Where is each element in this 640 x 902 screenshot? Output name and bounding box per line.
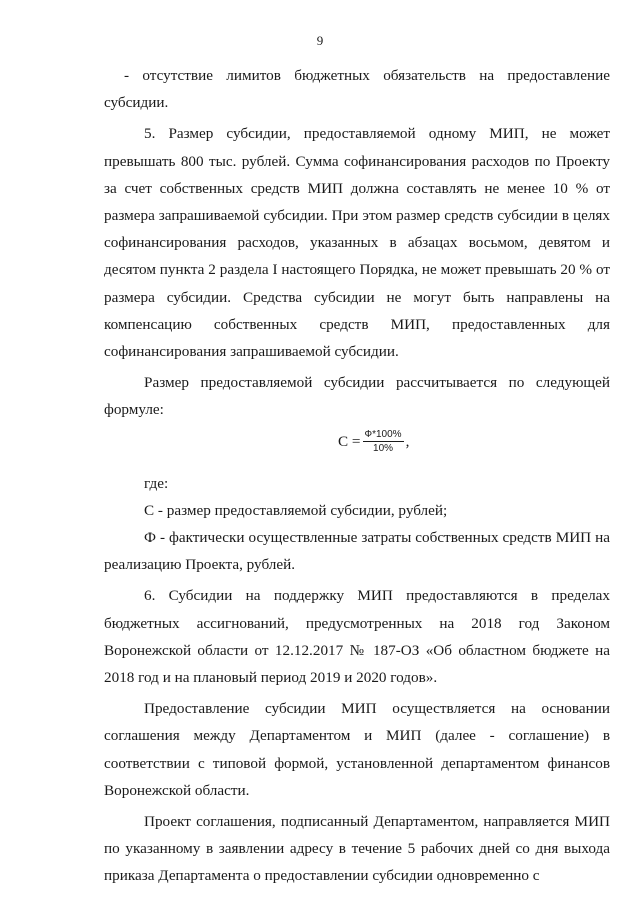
formula-lhs: С = [338, 432, 361, 450]
paragraph-agreement-draft: Проект соглашения, подписанный Департаментом, направляется МИП по указанному в заявлении адресу в течение 5 рабочих дней со дня выхода приказа Департамента о предоставлении субсидии одновременно с [104, 813, 610, 885]
page-number: 9 [316, 33, 324, 48]
paragraph-formula-intro: Размер предоставляемой субсидии рассчитывается по следующей формуле: [104, 374, 610, 419]
paragraph-agreement: Предоставление субсидии МИП осуществляется на основании соглашения между Департаментом и МИП (далее - соглашение) в соответствии с типовой формой, установленной департаментом финансов Воронежской области. [104, 700, 610, 799]
document-body [104, 62, 610, 890]
formula-tail: , [405, 432, 410, 450]
where-label: где: [144, 474, 169, 492]
definition-f: Ф - фактически осуществленные затраты собственных средств МИП на реализацию Проекта, рублей. [104, 529, 610, 574]
definition-c: С - размер предоставляемой субсидии, рублей; [144, 501, 448, 519]
subsidy-formula [338, 428, 409, 455]
formula-block [104, 426, 610, 466]
formula-denominator: 10% [373, 442, 394, 454]
paragraph-subsidy-size: 5. Размер субсидии, предоставляемой одному МИП, не может превышать 800 тыс. рублей. Сумма софинансирования расходов по Проекту за счет собственных средств МИП должна составлять не менее 10 % от размера запрашиваемой субсидии. При этом размер средств субсидии в целях софинансирования расходов, указанных в абзацах восьмом, девятом и десятом пункта 2 раздела I настоящего Порядка, не может превышать 20 % от размера субсидии. Средства субсидии не могут быть направлены на компенсацию собственных средств МИП, предоставленных для софинансирования запрашиваемой субсидии. [104, 125, 610, 361]
formula-numerator: Ф*100% [364, 428, 402, 440]
paragraph-budget-limits: - отсутствие лимитов бюджетных обязательств на предоставление субсидии. [104, 67, 610, 112]
formula-fraction [363, 428, 404, 455]
paragraph-budget-allocations: 6. Субсидии на поддержку МИП предоставляются в пределах бюджетных ассигнований, предусмотренных на 2018 год Законом Воронежской области от 12.12.2017 № 187-ОЗ «Об областном бюджете на 2018 год и на плановый период 2019 и 2020 годов». [104, 587, 610, 687]
